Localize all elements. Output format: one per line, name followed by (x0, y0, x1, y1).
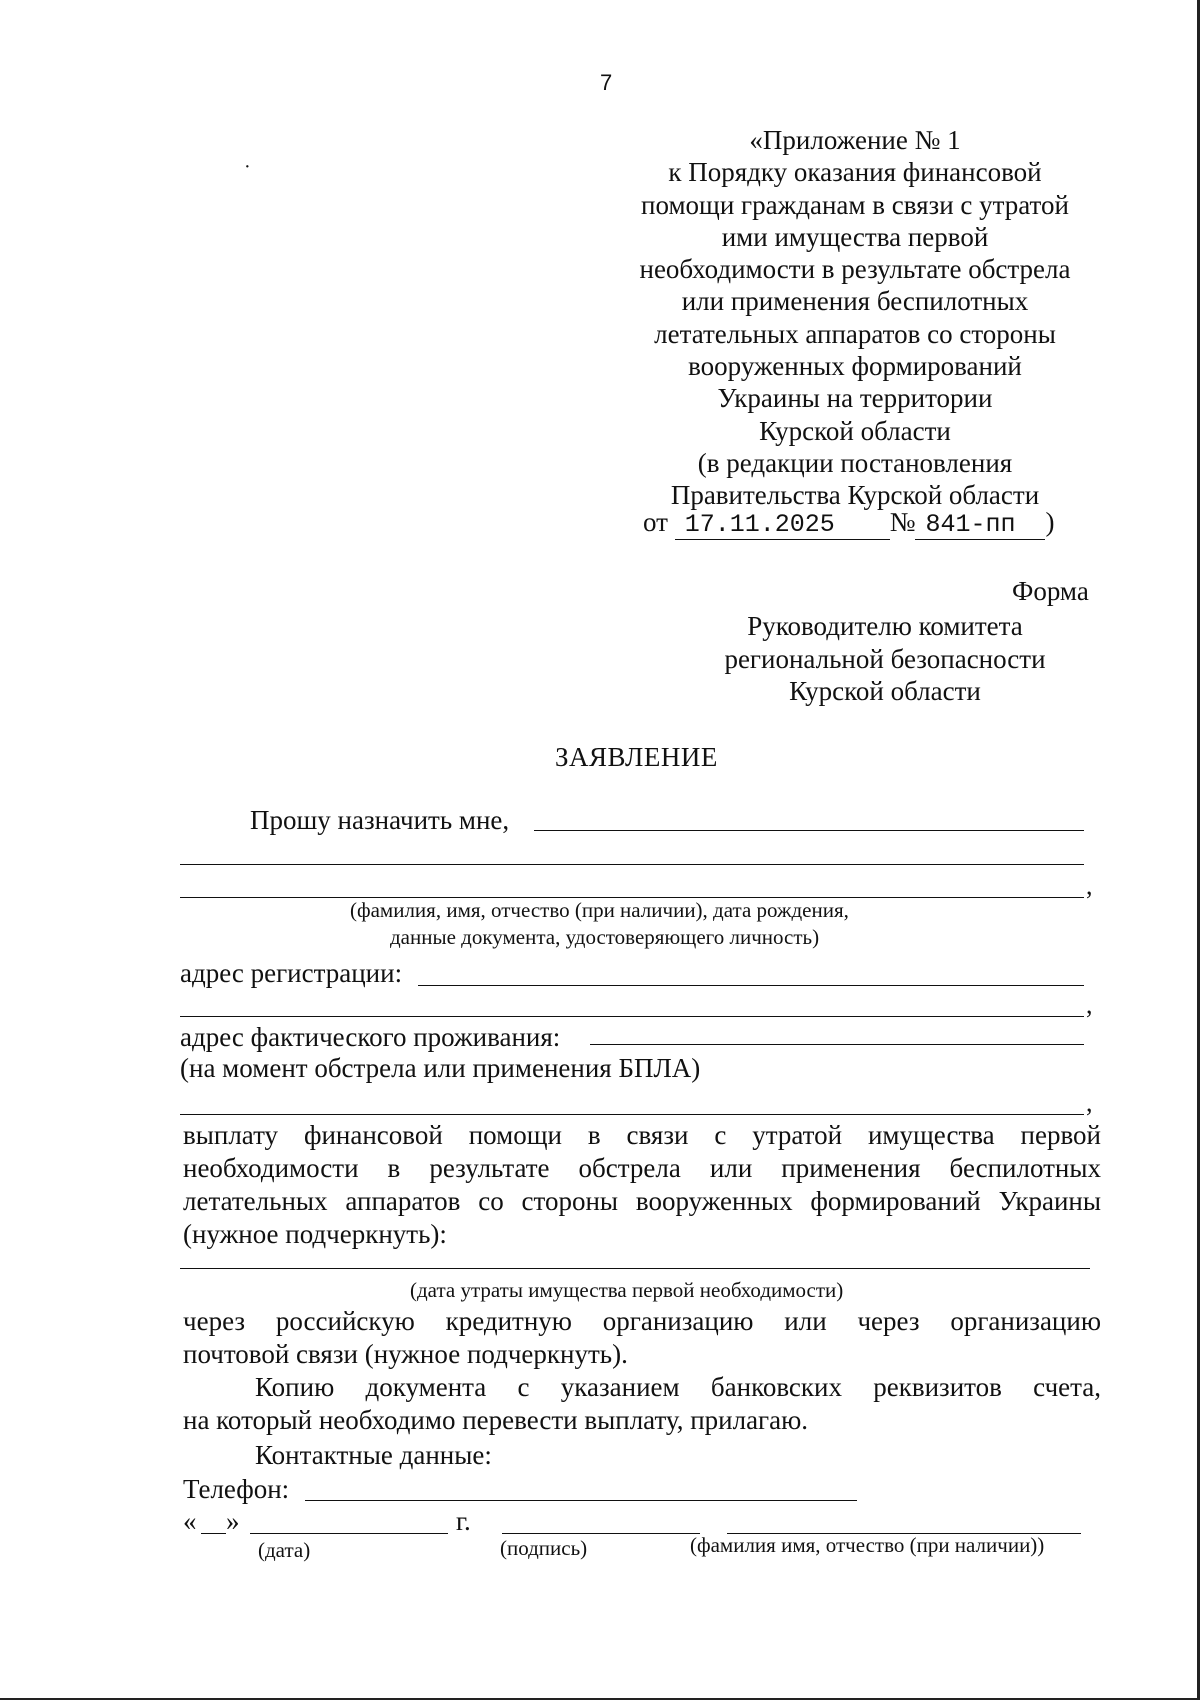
month-field-line[interactable] (250, 1533, 448, 1534)
loss-date-caption: (дата утраты имущества первой необходимости) (410, 1278, 844, 1302)
transfer-paragraph-line: почтовой связи (нужное подчеркнуть). (183, 1339, 628, 1369)
appendix-header-line: Правительства Курской области (670, 480, 1040, 511)
ref-date: 17.11.2025 (675, 510, 890, 540)
year-suffix: г. (456, 1506, 471, 1536)
payment-paragraph-line: (нужное подчеркнуть): (183, 1219, 447, 1249)
day-field-line[interactable] (201, 1533, 226, 1534)
applicant-caption-line-2: данные документа, удостоверяющего личность) (390, 925, 820, 949)
appendix-header-line: вооруженных формирований (688, 351, 1022, 382)
actual-address-field-line-1[interactable] (590, 1044, 1084, 1045)
appendix-header-line: «Приложение № 1 (749, 125, 961, 155)
date-caption: (дата) (258, 1538, 311, 1562)
full-name-caption: (фамилия имя, отчество (при наличии)) (690, 1533, 1045, 1557)
page-number: 7 (600, 70, 613, 95)
addressee-line: Руководителю комитета (747, 611, 1023, 641)
registration-address-comma: , (1086, 990, 1093, 1019)
appendix-header-line: необходимости в результате обстрела (639, 254, 1071, 285)
document-title: ЗАЯВЛЕНИЕ (555, 742, 718, 772)
appendix-header-line: или применения беспилотных (681, 286, 1029, 317)
date-quote-close: » (226, 1506, 240, 1536)
actual-address-field-line-2[interactable] (180, 1114, 1084, 1115)
ref-number: 841-пп (915, 510, 1045, 540)
actual-address-note: (на момент обстрела или применения БПЛА) (180, 1053, 701, 1083)
appendix-header-line: к Порядку оказания финансовой (668, 157, 1042, 188)
ref-number-label: № (889, 507, 916, 537)
transfer-paragraph-line: через российскую кредитную организацию или через организацию (183, 1306, 1101, 1336)
applicant-name-field-line-2[interactable] (180, 864, 1084, 865)
appendix-header-line: Украины на территории (717, 383, 993, 414)
addressee-line: региональной безопасности (724, 643, 1046, 674)
appendix-header-line: летательных аппаратов со стороны (654, 318, 1056, 349)
actual-address-comma: , (1086, 1088, 1093, 1117)
decor-dot: · (244, 156, 251, 178)
applicant-caption-line-1: (фамилия, имя, отчество (при наличии), дата рождения, (350, 898, 849, 922)
addressee-line: Курской области (789, 676, 981, 706)
payment-paragraph-line: летательных аппаратов со стороны вооруженных формирований Украины (183, 1186, 1101, 1216)
registration-address-field-line-2[interactable] (180, 1016, 1084, 1017)
actual-address-label: адрес фактического проживания: (180, 1022, 561, 1052)
payment-paragraph-line: необходимости в результате обстрела или применения беспилотных (183, 1153, 1101, 1183)
applicant-name-field-line-1[interactable] (534, 830, 1084, 831)
ref-from-label: от (643, 507, 668, 537)
request-comma: , (1086, 871, 1093, 900)
request-intro: Прошу назначить мне, (250, 805, 510, 835)
signature-field-line[interactable] (502, 1533, 700, 1534)
addressee-block (700, 610, 1070, 708)
appendix-header-line: помощи гражданам в связи с утратой (641, 189, 1069, 220)
signature-caption: (подпись) (500, 1536, 588, 1560)
payment-paragraph-line: выплату финансовой помощи в связи с утратой имущества первой (183, 1120, 1101, 1150)
attachment-paragraph-line: Копию документа с указанием банковских реквизитов счета, (255, 1372, 1101, 1402)
registration-address-label: адрес регистрации: (180, 958, 403, 988)
phone-label: Телефон: (183, 1474, 290, 1504)
appendix-header-line: (в редакции постановления (697, 447, 1013, 478)
resolution-reference (643, 507, 1054, 540)
form-label: Форма (1012, 576, 1089, 606)
registration-address-field-line-1[interactable] (418, 985, 1084, 986)
date-quote-open: « (183, 1506, 197, 1536)
phone-field-line[interactable] (305, 1500, 857, 1501)
appendix-header (600, 124, 1110, 512)
appendix-header-line: Курской области (759, 415, 951, 446)
attachment-paragraph-line: на который необходимо перевести выплату, прилагаю. (183, 1405, 809, 1435)
ref-closing: ) (1045, 507, 1055, 537)
contacts-label: Контактные данные: (255, 1440, 492, 1470)
loss-date-field-line[interactable] (180, 1268, 1090, 1269)
appendix-header-line: ими имущества первой (721, 221, 989, 252)
